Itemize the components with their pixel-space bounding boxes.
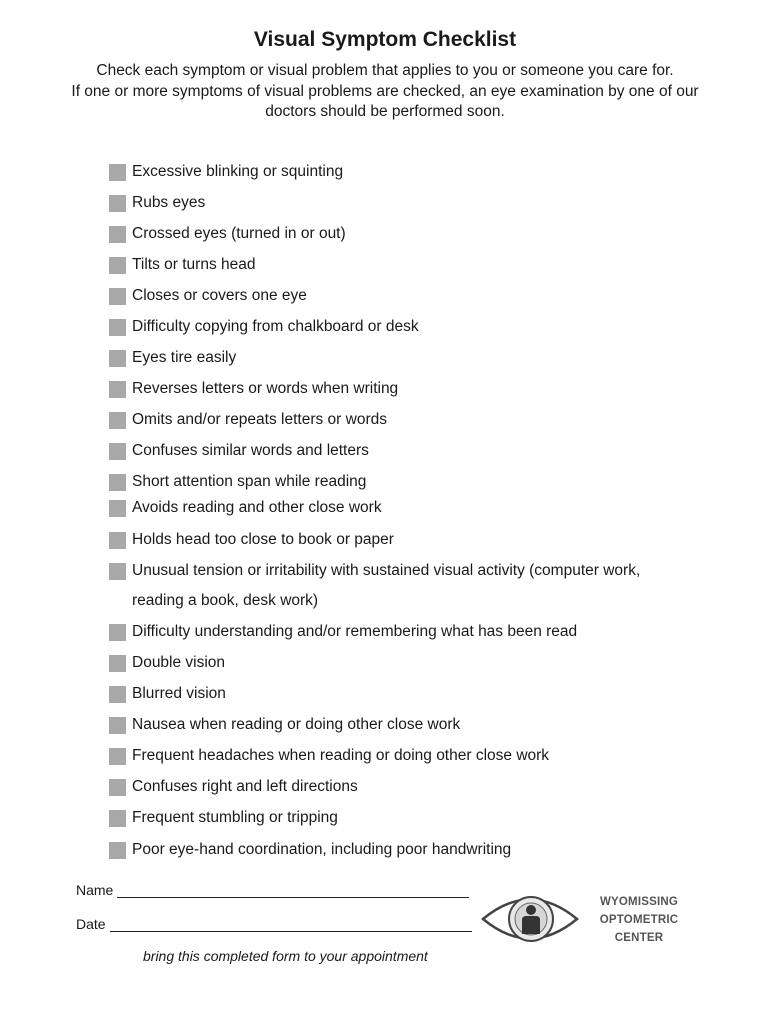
checklist-item[interactable]	[109, 777, 358, 797]
checklist-item[interactable]	[109, 746, 549, 766]
checkbox[interactable]	[109, 226, 126, 243]
checklist-item-label: Blurred vision	[132, 685, 226, 702]
checklist-item[interactable]	[109, 561, 640, 581]
checkbox[interactable]	[109, 624, 126, 641]
intro-line-2: If one or more symptoms of visual problems are checked, an eye examination by one of our	[71, 82, 699, 100]
checklist-item[interactable]	[109, 498, 382, 518]
checkbox[interactable]	[109, 195, 126, 212]
checklist-item-label: Excessive blinking or squinting	[132, 163, 344, 180]
checklist-item[interactable]	[109, 840, 511, 860]
date-field[interactable]	[76, 916, 472, 932]
checkbox[interactable]	[109, 381, 126, 398]
checkbox[interactable]	[109, 350, 126, 367]
intro-text	[40, 61, 730, 123]
checkbox[interactable]	[109, 655, 126, 672]
checklist-item-label: Nausea when reading or doing other close work	[132, 716, 461, 733]
checkbox[interactable]	[109, 288, 126, 305]
checklist-item[interactable]	[109, 715, 460, 735]
checklist-item[interactable]	[109, 622, 577, 642]
checklist-item-label: Avoids reading and other close work	[132, 499, 382, 516]
checklist-item[interactable]	[109, 224, 346, 244]
checkbox[interactable]	[109, 810, 126, 827]
checkbox[interactable]	[109, 164, 126, 181]
checklist-item[interactable]	[109, 193, 205, 213]
checklist-item[interactable]	[109, 255, 255, 275]
checklist-item[interactable]	[109, 348, 236, 368]
name-line[interactable]	[117, 883, 469, 898]
eye-with-person-icon	[480, 884, 580, 954]
checkbox[interactable]	[109, 474, 126, 491]
checklist-item-label: Holds head too close to book or paper	[132, 531, 394, 548]
page-title: Visual Symptom Checklist	[253, 28, 517, 51]
checklist-item[interactable]	[109, 684, 226, 704]
checkbox[interactable]	[109, 319, 126, 336]
intro-line-1: Check each symptom or visual problem that applies to you or someone you care for.	[96, 62, 674, 79]
checkbox[interactable]	[109, 748, 126, 765]
intro-line-3: doctors should be performed soon.	[265, 103, 505, 120]
checkbox[interactable]	[109, 412, 126, 429]
checklist-item-continuation: reading a book, desk work)	[132, 592, 319, 609]
name-field[interactable]	[76, 882, 469, 898]
logo-line-2: OPTOMETRIC	[599, 914, 679, 926]
checklist-item-label: Short attention span while reading	[132, 473, 367, 490]
checklist-item-label: Frequent stumbling or tripping	[132, 809, 338, 826]
checkbox[interactable]	[109, 257, 126, 274]
checklist-item-label: Closes or covers one eye	[132, 287, 307, 304]
checklist-item-label: Eyes tire easily	[132, 349, 237, 366]
checklist-item-label: Unusual tension or irritability with sustained visual activity (computer work,	[132, 562, 641, 579]
logo-line-3: CENTER	[614, 932, 664, 944]
checklist-item-label: Frequent headaches when reading or doing other close work	[132, 747, 550, 764]
checklist-item[interactable]	[109, 410, 387, 430]
logo-text	[584, 893, 694, 947]
checklist-item[interactable]	[109, 653, 225, 673]
checkbox[interactable]	[109, 686, 126, 703]
logo-line-1: WYOMISSING	[599, 896, 679, 908]
checklist-item-label: Rubs eyes	[132, 194, 206, 211]
checklist-item[interactable]	[109, 286, 307, 306]
footer-note: bring this completed form to your appointment	[143, 948, 428, 964]
checklist-item[interactable]	[109, 530, 394, 550]
checklist-item-label: Confuses right and left directions	[132, 778, 358, 795]
checklist-item-label: Confuses similar words and letters	[132, 442, 369, 459]
checklist-item-label: Omits and/or repeats letters or words	[132, 411, 387, 428]
checklist-item[interactable]	[109, 808, 338, 828]
checkbox[interactable]	[109, 500, 126, 517]
name-label: Name	[76, 882, 114, 898]
checklist-item[interactable]	[109, 441, 369, 461]
checkbox[interactable]	[109, 717, 126, 734]
checklist-item-label: Crossed eyes (turned in or out)	[132, 225, 346, 242]
checklist-item[interactable]	[109, 317, 419, 337]
date-label: Date	[76, 916, 106, 932]
date-line[interactable]	[110, 917, 472, 932]
checkbox[interactable]	[109, 532, 126, 549]
checklist-item[interactable]	[109, 472, 366, 492]
checkbox[interactable]	[109, 842, 126, 859]
checklist-item-label: Double vision	[132, 654, 226, 671]
checklist-item[interactable]	[109, 162, 343, 182]
checkbox[interactable]	[109, 779, 126, 796]
checkbox[interactable]	[109, 563, 126, 580]
checklist-item-label: Tilts or turns head	[132, 256, 256, 273]
checkbox[interactable]	[109, 443, 126, 460]
checklist-item-label: Difficulty copying from chalkboard or desk	[132, 318, 419, 335]
checklist-item-label: Reverses letters or words when writing	[132, 380, 399, 397]
checklist-item-label: Difficulty understanding and/or remembering what has been read	[132, 623, 578, 640]
checklist-item-label: Poor eye-hand coordination, including poor handwriting	[132, 841, 512, 858]
checklist-item[interactable]	[109, 379, 398, 399]
